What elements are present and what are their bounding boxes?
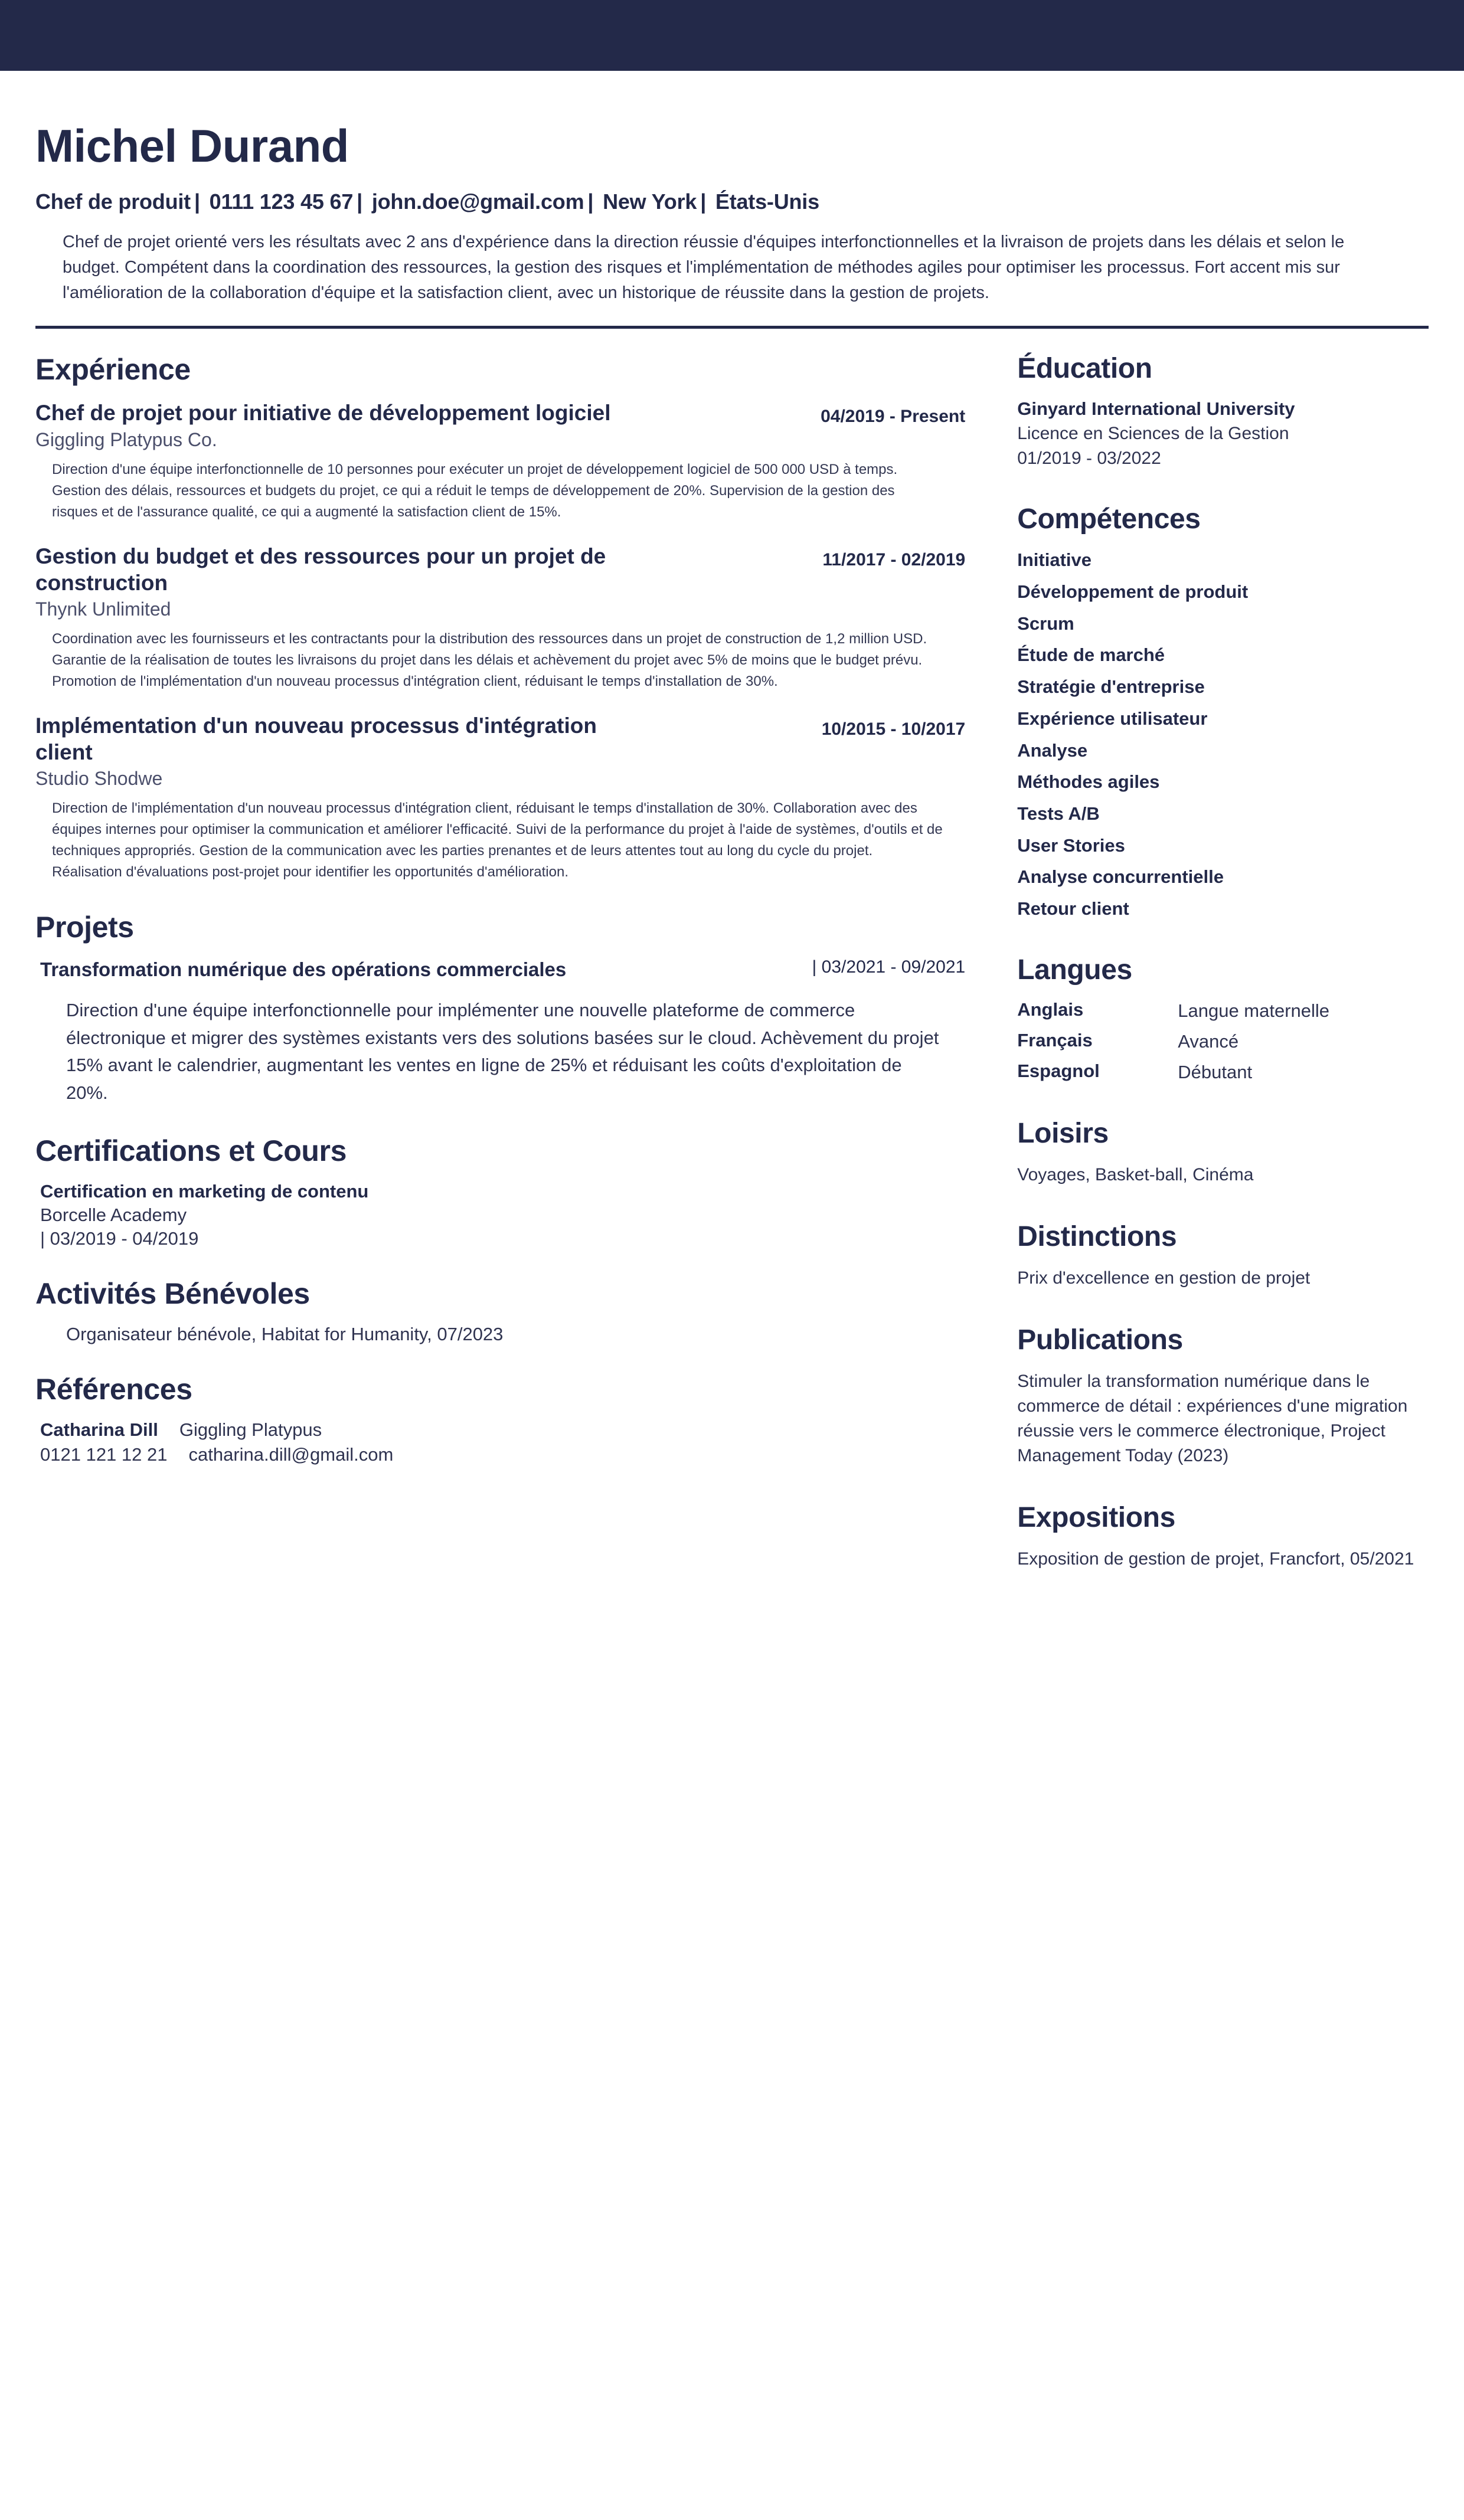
experience-company: Thynk Unlimited (35, 598, 171, 620)
reference-email: catharina.dill@gmail.com (188, 1444, 394, 1465)
section-title-languages: Langues (1017, 954, 1132, 986)
education-school: Ginyard International University (1017, 398, 1295, 419)
volunteer-entry: Organisateur bénévole, Habitat for Humanity, 07/2023 (66, 1324, 504, 1345)
awards-text: Prix d'excellence en gestion de projet (1017, 1268, 1311, 1288)
language-level: Débutant (1178, 1062, 1253, 1083)
experience-date: 11/2017 - 02/2019 (822, 549, 966, 570)
experience-date: 10/2015 - 10/2017 (821, 719, 966, 739)
right-column (997, 352, 1433, 1572)
skill-item: Initiative (1017, 549, 1092, 571)
contact-phone: 0111 123 45 67 (209, 189, 354, 214)
reference-name: Catharina Dill (40, 1419, 158, 1441)
education-item (1017, 398, 1433, 470)
experience-item (35, 400, 968, 523)
skill-item: Analyse (1017, 739, 1088, 761)
certification-date: | 03/2019 - 04/2019 (40, 1228, 199, 1249)
skill-item: Développement de produit (1017, 581, 1249, 603)
two-column-layout (31, 352, 1433, 1572)
languages-section (1017, 954, 1433, 1085)
exhibitions-section (1017, 1501, 1433, 1572)
resume-content (0, 119, 1464, 1572)
section-title-references: Références (35, 1373, 192, 1406)
exhibitions-text: Exposition de gestion de projet, Francfort, 05/2021 (1017, 1549, 1414, 1569)
contact-separator: | (357, 189, 363, 214)
project-title: Transformation numérique des opérations commerciales (40, 958, 567, 981)
section-title-skills: Compétences (1017, 503, 1201, 535)
language-name: Anglais (1017, 999, 1084, 1020)
language-row (1017, 999, 1433, 1023)
hobbies-section (1017, 1117, 1433, 1187)
section-title-education: Éducation (1017, 352, 1152, 384)
publications-section (1017, 1324, 1433, 1468)
header-divider (35, 326, 1429, 329)
experience-item-header (35, 543, 968, 596)
certifications-section (35, 1134, 968, 1249)
language-level: Langue maternelle (1178, 1000, 1330, 1021)
section-title-exhibitions: Expositions (1017, 1502, 1175, 1534)
project-item-header (35, 957, 968, 981)
section-title-volunteer: Activités Bénévoles (35, 1277, 310, 1311)
top-accent-bar (0, 0, 1464, 71)
section-title-publications: Publications (1017, 1324, 1183, 1356)
reference-phone: 0121 121 12 21 (40, 1444, 168, 1465)
skill-item: Méthodes agiles (1017, 771, 1160, 793)
contact-separator: | (587, 189, 594, 214)
volunteer-section (35, 1277, 968, 1345)
section-title-hobbies: Loisirs (1017, 1118, 1109, 1150)
experience-company: Studio Shodwe (35, 768, 163, 790)
left-column (31, 352, 997, 1466)
projects-section (35, 910, 968, 1107)
skill-item: Expérience utilisateur (1017, 708, 1208, 729)
language-name: Espagnol (1017, 1061, 1100, 1082)
skill-item: Analyse concurrentielle (1017, 866, 1224, 888)
page-title: Michel Durand (35, 120, 349, 172)
experience-item-header (35, 400, 968, 427)
experience-date: 04/2019 - Present (821, 406, 966, 426)
certification-title: Certification en marketing de contenu (40, 1181, 369, 1202)
contact-line (35, 189, 1433, 214)
reference-company: Giggling Platypus (179, 1419, 322, 1441)
experience-company: Giggling Platypus Co. (35, 428, 217, 450)
contact-country: États-Unis (715, 189, 819, 214)
skill-item: Stratégie d'entreprise (1017, 676, 1205, 698)
contact-email: john.doe@gmail.com (371, 189, 584, 214)
hobbies-text: Voyages, Basket-ball, Cinéma (1017, 1165, 1254, 1185)
certification-organization: Borcelle Academy (40, 1205, 187, 1226)
experience-description: Direction de l'implémentation d'un nouveau processus d'intégration client, réduisant le temps d'installation de 30%. Collaboration avec des équipes internes pour optimiser la communication et améliorer l'efficacité. Suivi de la performance du projet à l'aide de systèmes, d'outils et de techniques appropriés. Gestion de la communication avec les parties prenantes et de leurs attentes tout au long du cycle du projet. Réalisation d'évaluations post-projet pour identifier les opportunités d'amélioration. (52, 800, 943, 881)
language-name: Français (1017, 1029, 1093, 1050)
language-level: Avancé (1178, 1030, 1239, 1052)
experience-title: Gestion du budget et des ressources pour un projet de construction (35, 544, 606, 595)
profile-summary: Chef de projet orienté vers les résultats avec 2 ans d'expérience dans la direction réussie d'équipes interfonctionnelles et la livraison de projets dans les délais et selon le budget. Compétent dans la coordination des ressources, la gestion des risques et l'implémentation de méthodes agiles pour optimiser les processus. Fort accent mis sur l'amélioration de la collaboration d'équipe et la satisfaction client, avec un historique de réussite dans la gestion de projets. (63, 233, 1345, 302)
contact-separator: | (700, 189, 707, 214)
contact-role: Chef de produit (35, 189, 191, 214)
publications-text: Stimuler la transformation numérique dans le commerce de détail : expériences d'une migration réussie vers le commerce électronique, Project Management Today (2023) (1017, 1372, 1408, 1466)
section-title-projects: Projets (35, 911, 134, 944)
experience-description: Direction d'une équipe interfonctionnelle de 10 personnes pour exécuter un projet de développement logiciel de 500 000 USD à temps. Gestion des délais, ressources et budgets du projet, ce qui a réduit le temps de développement de 20%. Supervision de la gestion des risques et de l'assurance qualité, ce qui a augmenté la satisfaction client de 15%. (52, 461, 898, 520)
skill-item: User Stories (1017, 834, 1125, 856)
references-section (35, 1372, 968, 1465)
experience-item-header (35, 712, 968, 765)
project-date: | 03/2021 - 09/2021 (812, 957, 966, 977)
reference-row (40, 1419, 968, 1441)
skill-item: Tests A/B (1017, 803, 1100, 824)
skill-item: Retour client (1017, 898, 1129, 919)
contact-separator: | (194, 189, 200, 214)
skill-item: Étude de marché (1017, 644, 1165, 666)
experience-item (35, 543, 968, 692)
language-row (1017, 1061, 1433, 1084)
section-title-awards: Distinctions (1017, 1221, 1177, 1253)
skills-section (1017, 503, 1433, 920)
experience-title: Chef de projet pour initiative de développement logiciel (35, 400, 611, 425)
experience-title: Implémentation d'un nouveau processus d'intégration client (35, 713, 597, 765)
experience-item (35, 712, 968, 883)
awards-section (1017, 1220, 1433, 1291)
project-description: Direction d'une équipe interfonctionnelle pour implémenter une nouvelle plateforme de commerce électronique et migrer des systèmes existants vers des solutions basées sur le cloud. Achèvement du projet 15% avant le calendrier, augmentant les ventes en ligne de 25% et réduisant les coûts d'exploitation de 20%. (66, 1000, 939, 1103)
skill-item: Scrum (1017, 613, 1074, 634)
contact-city: New York (603, 189, 697, 214)
experience-description: Coordination avec les fournisseurs et les contractants pour la distribution des ressources dans un projet de construction de 1,2 million USD. Garantie de la réalisation de toutes les livraisons du projet dans les délais et achèvement du projet avec 5% de moins que le budget prévu. Promotion de l'implémentation d'un nouveau processus d'intégration client, réduisant le temps d'installation de 30%. (52, 630, 927, 689)
reference-contact-row (40, 1444, 968, 1465)
language-row (1017, 1030, 1433, 1053)
section-title-certifications: Certifications et Cours (35, 1134, 347, 1168)
education-degree: Licence en Sciences de la Gestion (1017, 424, 1289, 444)
section-title-experience: Expérience (35, 352, 191, 386)
education-date: 01/2019 - 03/2022 (1017, 449, 1161, 469)
